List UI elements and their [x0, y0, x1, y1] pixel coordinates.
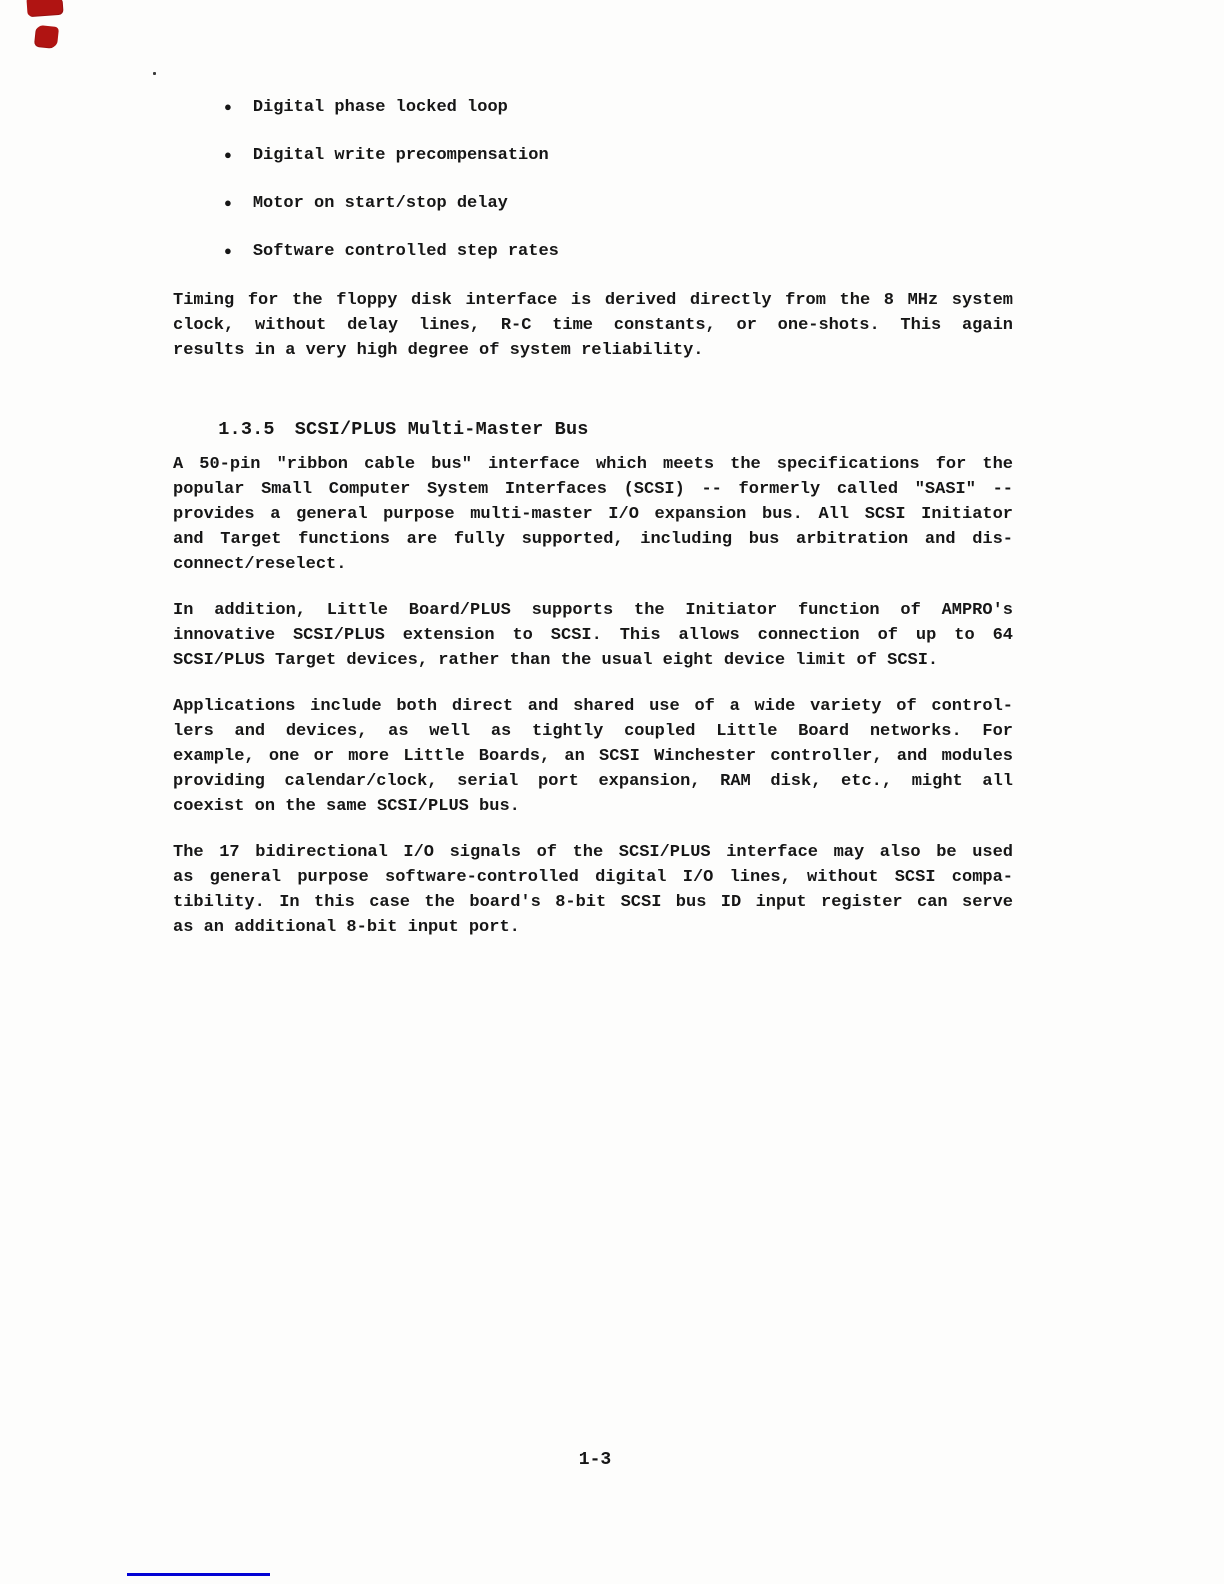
- text-line: coexist on the same SCSI/PLUS bus.: [173, 797, 520, 816]
- paragraph-applications: [173, 694, 1013, 819]
- feature-list: [224, 95, 559, 287]
- text-line: innovative SCSI/PLUS extension to SCSI. This allows connection of up to 64: [173, 626, 1013, 645]
- bullet-icon: ●: [224, 244, 232, 259]
- text-line: tibility. In this case the board's 8-bit SCSI bus ID input register can serve: [173, 893, 1013, 912]
- text-line: as general purpose software-controlled digital I/O lines, without SCSI compa-: [173, 868, 1013, 887]
- text-line: lers and devices, as well as tightly coupled Little Board networks. For: [173, 722, 1013, 741]
- bullet-icon: ●: [224, 196, 232, 211]
- text-line: A 50-pin "ribbon cable bus" interface which meets the specifications for the: [173, 455, 1013, 474]
- text-line: example, one or more Little Boards, an SCSI Winchester controller, and modules: [173, 747, 1013, 766]
- text-line: as an additional 8-bit input port.: [173, 918, 520, 937]
- list-item: [224, 191, 559, 216]
- list-item: [224, 95, 559, 120]
- bullet-label: Digital phase locked loop: [252, 98, 508, 117]
- text-line: Timing for the floppy disk interface is derived directly from the 8 MHz system: [173, 291, 1013, 310]
- list-item: [224, 239, 559, 264]
- bullet-icon: ●: [224, 100, 232, 115]
- text-line: and Target functions are fully supported, including bus arbitration and dis-: [173, 530, 1013, 549]
- bullet-label: Digital write precompensation: [252, 146, 549, 165]
- text-line: connect/reselect.: [173, 555, 347, 574]
- text-line: Applications include both direct and shared use of a wide variety of control-: [173, 697, 1013, 716]
- blue-underline: [127, 1573, 270, 1576]
- heading-number: 1.3.5: [218, 419, 275, 440]
- text-line: provides a general purpose multi-master I/O expansion bus. All SCSI Initiator: [173, 505, 1013, 524]
- page-number: 1-3: [578, 1450, 612, 1470]
- text-line: SCSI/PLUS Target devices, rather than the usual eight device limit of SCSI.: [173, 651, 939, 670]
- text-line: popular Small Computer System Interfaces (SCSI) -- formerly called "SASI" --: [173, 480, 1013, 499]
- list-item: [224, 143, 559, 168]
- red-ink-mark-bottom: [35, 25, 59, 48]
- bullet-label: Motor on start/stop delay: [252, 194, 508, 213]
- red-ink-mark-top: [26, 0, 62, 16]
- bullet-icon: ●: [224, 148, 232, 163]
- paragraph-io-signals: [173, 840, 1013, 940]
- text-line: In addition, Little Board/PLUS supports the Initiator function of AMPRO's: [173, 601, 1013, 620]
- paragraph-scsi-intro: [173, 452, 1013, 577]
- heading-title: SCSI/PLUS Multi-Master Bus: [294, 419, 589, 440]
- text-line: clock, without delay lines, R-C time constants, or one-shots. This again: [173, 316, 1013, 335]
- text-line: The 17 bidirectional I/O signals of the SCSI/PLUS interface may also be used: [173, 843, 1013, 862]
- paragraph-scsi-plus: [173, 598, 1013, 673]
- ink-speck: [153, 72, 156, 75]
- text-line: providing calendar/clock, serial port expansion, RAM disk, etc., might all: [173, 772, 1013, 791]
- bullet-label: Software controlled step rates: [252, 242, 559, 261]
- paragraph-timing: [173, 288, 1013, 363]
- text-line: results in a very high degree of system reliability.: [173, 341, 704, 360]
